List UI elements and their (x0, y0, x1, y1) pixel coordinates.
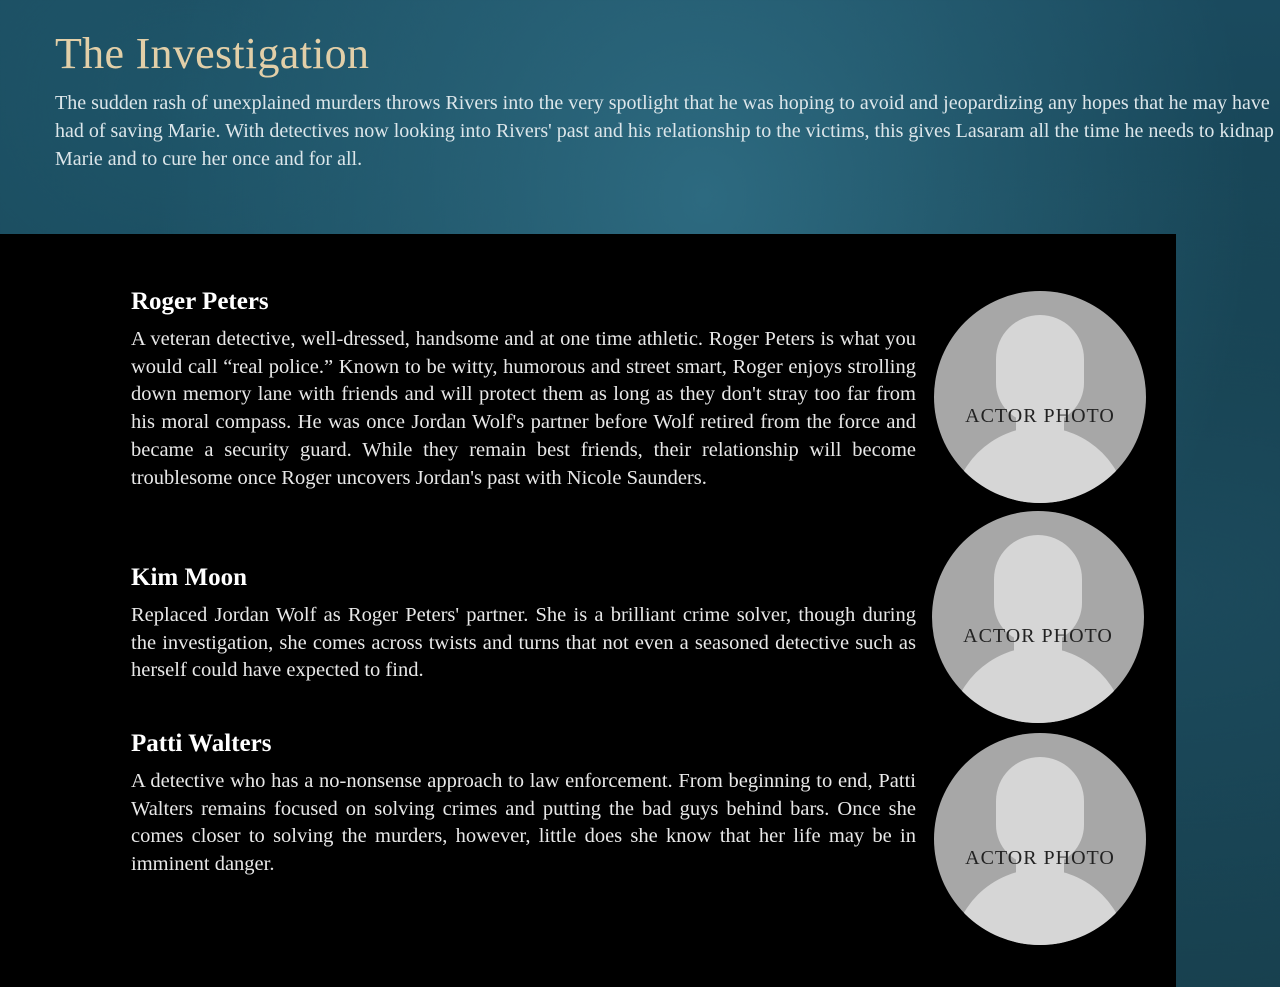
character-bio: A veteran detective, well-dressed, handsome and at one time athletic. Roger Peters is what you would call “real police.” Known to be witty, humorous and street smart, Roger enjoys strolling down memory lane with friends and will protect them as long as they don't stray too far from his moral compass. He was once Jordan Wolf's partner before Wolf retired from the force and became a security guard. While they remain best friends, their relationship will become troublesome once Roger uncovers Jordan's past with Nicole Saunders. (131, 328, 916, 489)
page-header (55, 28, 1280, 173)
character-name: Patti Walters (131, 730, 272, 757)
actor-photo-placeholder (934, 291, 1146, 503)
characters-panel (0, 234, 1176, 987)
character-name: Roger Peters (131, 288, 269, 315)
actor-photo-placeholder (934, 733, 1146, 945)
character-patti-walters (131, 730, 916, 879)
actor-photo-label: ACTOR PHOTO (965, 847, 1115, 869)
page-title: The Investigation (55, 29, 370, 78)
character-roger-peters (131, 288, 916, 492)
actor-photo-label: ACTOR PHOTO (963, 625, 1113, 647)
intro-paragraph: The sudden rash of unexplained murders throws Rivers into the very spotlight that he was hoping to avoid and jeopardizing any hopes that he may have had of saving Marie. With detectives now looking into Rivers' past and his relationship to the victims, this gives Lasaram all the time he needs to kidnap Marie and to cure her once and for all. (55, 92, 1274, 170)
character-bio: Replaced Jordan Wolf as Roger Peters' partner. She is a brilliant crime solver, though during the investigation, she comes across twists and turns that not even a seasoned detective such as herself could have expected to find. (131, 604, 916, 682)
actor-photo-label: ACTOR PHOTO (965, 405, 1115, 427)
character-bio: A detective who has a no-nonsense approach to law enforcement. From beginning to end, Patti Walters remains focused on solving crimes and putting the bad guys behind bars. Once she comes closer to solving the murders, however, little does she know that her life may be in imminent danger. (131, 770, 916, 876)
actor-photo-placeholder (932, 511, 1144, 723)
character-name: Kim Moon (131, 564, 247, 591)
character-kim-moon (131, 564, 916, 685)
